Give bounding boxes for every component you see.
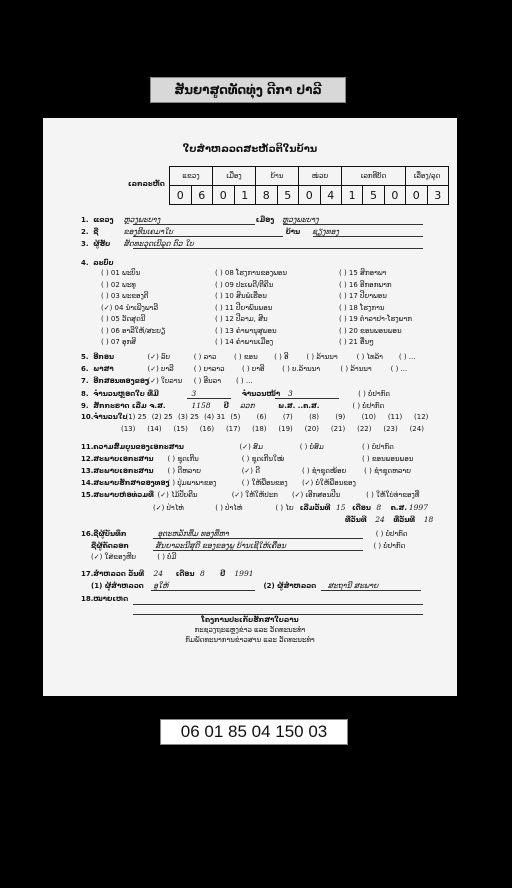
leaf-count: (3) 25 bbox=[177, 413, 199, 421]
district-value: ຫຼວງພະບາງ bbox=[281, 215, 319, 224]
field-5-row bbox=[81, 352, 415, 363]
field-label: ປີ bbox=[220, 570, 226, 578]
option: (✓) ປ່າໄຫ່ bbox=[153, 504, 184, 512]
field-number: 1. bbox=[81, 216, 89, 224]
option: ( ) ໄທລ້າ bbox=[356, 353, 383, 361]
field-label: ໝາຍເຫດ bbox=[93, 595, 129, 603]
field-label: ຊື່ຜູ້ບັນທຶກ bbox=[93, 530, 127, 538]
code-header-cell: ເລກທີບັດ bbox=[342, 167, 406, 186]
form-title: ໃບສຳຫລວດສະຫັວຕິໃນບ້ານ bbox=[182, 144, 318, 155]
year-value: 1991 bbox=[234, 569, 254, 578]
option: (✓) ດີ bbox=[241, 467, 260, 475]
leaf-count: (12) bbox=[414, 413, 429, 421]
option: ( ) ຂອນພອນພອນ bbox=[361, 455, 414, 463]
category-option: ( ) 18 ໂຮງການ bbox=[339, 303, 385, 312]
field-14-row bbox=[81, 478, 356, 489]
holder-value: ສັດທະວຸດເບີລູດ ຕົວ ໃບ bbox=[123, 239, 194, 248]
leaf-count: (24) bbox=[409, 425, 424, 433]
page-count-value: 3 bbox=[287, 389, 293, 398]
leaf-count: (14) bbox=[147, 425, 162, 433]
organization-line: ກົມພັດທະນາການຂ່າວສານ ແລະ ວັດທະນະທຳ bbox=[185, 636, 315, 644]
option: ( ) ລາວ bbox=[193, 353, 217, 361]
option: ( ) ບໍ່ປາກົດ bbox=[375, 530, 408, 538]
code-header-cell: ເມືອງ bbox=[213, 167, 256, 186]
film-code-label: 06 01 85 04 150 03 bbox=[160, 719, 348, 745]
option: (✓) ບໍ່ໃຫ້ພີ່ອນຂອງ bbox=[301, 479, 356, 487]
option: (✓) ສົມ bbox=[239, 443, 263, 451]
option: ( ) ... bbox=[398, 353, 416, 361]
field-12-row bbox=[81, 454, 413, 465]
field-label: ສຳຫລວດ ວັນທີ bbox=[93, 570, 145, 578]
field-8-row bbox=[81, 388, 390, 399]
field-label: ສະພາບຮັກສາຂອງທອງ bbox=[93, 479, 170, 487]
option: ( ) ... bbox=[235, 377, 253, 385]
field-17-row bbox=[81, 568, 254, 579]
field-label: ທີ່ວັນທີ bbox=[345, 516, 367, 524]
option: ( ) ຊຳຊຸດຫລາຍ bbox=[364, 467, 411, 475]
field-11-row bbox=[81, 442, 394, 453]
leaf-count: (17) bbox=[225, 425, 241, 433]
field-18-row bbox=[81, 594, 128, 605]
date-value: 18 bbox=[423, 515, 434, 524]
field-13-row bbox=[81, 466, 411, 477]
option: ( ) ຊຸດເກີນໃໝ່ bbox=[241, 455, 285, 463]
leaf-count: (20) bbox=[304, 425, 320, 433]
option: ( ) ໄຍ bbox=[275, 504, 294, 512]
field-9-row bbox=[81, 400, 384, 411]
field-label: (2) ຜູ້ສຳຫລວດ bbox=[263, 582, 317, 590]
field-label: (1) ຜູ້ສຳຫລວດ bbox=[91, 582, 144, 590]
option: ( ) ລ້ານນາ bbox=[306, 353, 338, 361]
field-number: 6. bbox=[81, 365, 89, 373]
option: (✓) ໄມ້ປັບຄີນ bbox=[157, 491, 198, 499]
field-7-row bbox=[81, 376, 253, 387]
field-number: 4. bbox=[81, 259, 89, 267]
field-label: ພ.ສ. ..ຄ.ສ. bbox=[278, 402, 320, 410]
field-label: ແຂວງ bbox=[93, 216, 114, 224]
category-option: ( ) 06 ອາລີໃຫ້/ສະຍຽ bbox=[101, 326, 166, 335]
category-option: ( ) 10 ສິນພໍເຮືອນ bbox=[215, 292, 267, 300]
field-number: 18. bbox=[81, 595, 94, 603]
code-digit: 5 bbox=[277, 186, 299, 205]
code-digit: 6 bbox=[191, 186, 213, 205]
field-15-row-b bbox=[153, 502, 428, 513]
bundle-count-value: 3 bbox=[191, 389, 197, 398]
organization-block bbox=[43, 615, 457, 645]
option: ( ) ຊຸດເກີນ bbox=[167, 455, 199, 463]
surveyor-1-value: ອູໃຫ້ bbox=[153, 581, 169, 590]
code-digit-row bbox=[170, 186, 449, 205]
field-label: ລະບົບ bbox=[93, 259, 114, 267]
category-option: ( ) 09 ປະເພດີ/ຕີຄີນ bbox=[215, 280, 274, 289]
option: (✓) ບາລີ bbox=[147, 365, 174, 373]
option: ( ) ບໍ່ມີ bbox=[157, 553, 177, 561]
field-label: ຊື່ຜູ້ຄັດລອກ bbox=[91, 542, 129, 550]
date-value: 24 bbox=[375, 515, 385, 524]
category-option: ( ) 17 ປີຍາພອນ bbox=[339, 292, 387, 300]
leaf-count: (6) bbox=[256, 413, 267, 421]
field-label: ຊື່ bbox=[93, 228, 99, 236]
leaf-count: (19) bbox=[278, 425, 293, 433]
field-15-row bbox=[81, 490, 419, 501]
code-header-cell: ແຂວງ bbox=[170, 167, 213, 186]
category-option: ( ) 12 ປີລາມ, ສີນ bbox=[215, 315, 268, 323]
option: ( ) ບໍ່ປາກົດ bbox=[358, 390, 390, 398]
field-number: 15. bbox=[81, 491, 94, 499]
year-value: 1997 bbox=[408, 503, 428, 512]
field-6-row bbox=[81, 364, 407, 375]
field-number: 8. bbox=[81, 390, 89, 398]
field-number: 9. bbox=[81, 402, 89, 410]
province-value: ຫຼວງພະບາງ bbox=[123, 215, 161, 224]
field-label: ບ້ານ bbox=[285, 228, 301, 236]
category-option: ( ) 20 ຂອນພອນພອນ bbox=[339, 326, 402, 335]
option: ( ) ບໍ່ປາກົດ bbox=[352, 402, 385, 410]
field-label: ຈຳນວນໜ້າ bbox=[241, 390, 281, 398]
code-digit: 8 bbox=[256, 186, 278, 205]
field-label: ຜູ້ຮັບ bbox=[93, 240, 111, 248]
field-label: ຄວາມສົມບູນຂອງເອກະສານ bbox=[93, 443, 184, 451]
category-option: ( ) 05 ວັດສຸດນີ bbox=[101, 315, 146, 323]
recorder-value: ອຸຕະຫລັກທີ່ມ ທອງທີ່ຫາ bbox=[157, 529, 229, 538]
copyist-value: ສັນຍາລະນີສຸດີ ຂອງຂອງພູ ບ້ານເຊີໃຫ້ເຄື່ອນ bbox=[155, 541, 286, 550]
year-name-value: ລວກ bbox=[239, 401, 255, 410]
code-digit: 0 bbox=[213, 186, 235, 205]
option: (✓) ໃຫ້ໃຫ້ປະກ bbox=[231, 491, 278, 499]
code-digit: 0 bbox=[406, 186, 428, 205]
option: ( ) ບາອີ bbox=[241, 365, 265, 373]
code-label: ເລກລະຫັດ bbox=[128, 180, 165, 188]
film-header-label: ສັນຍາສູດທັດທຸ່ງ ດີກາ ປາລີ bbox=[150, 77, 346, 103]
code-header-cell: ໜ່ວຍ bbox=[299, 167, 342, 186]
field-label: ເລີ່ມວັນທີ bbox=[299, 504, 331, 512]
option: ( ) ບໍ່ປາກົດ bbox=[373, 542, 406, 550]
field-16-row-c bbox=[91, 552, 176, 563]
survey-form-page bbox=[43, 118, 457, 696]
month-value: 8 bbox=[376, 503, 382, 512]
field-number: 13. bbox=[81, 467, 94, 475]
code-digit: 4 bbox=[320, 186, 342, 205]
field-label: ເດືອນ bbox=[352, 504, 371, 512]
section-4-column-2 bbox=[215, 268, 287, 349]
date-value: 24 bbox=[153, 569, 164, 578]
field-label: ສະພາບເອກະສານ bbox=[93, 455, 154, 463]
option: (✓) ເອີກສອນປີນ bbox=[291, 491, 341, 499]
code-header-row bbox=[170, 167, 449, 186]
category-option: ( ) 16 ອີກອກພາກ bbox=[339, 280, 392, 289]
category-option: ( ) 14 ຄຳພານເມືອງ bbox=[215, 338, 274, 346]
field-label: ສັກກະຣາດ ເລີ່ມ ຈ.ສ. bbox=[93, 402, 166, 410]
section-4-column-3 bbox=[339, 268, 412, 349]
option: (✓) ລົບ bbox=[147, 353, 170, 361]
option: ( ) ບໍ່ປາກົດ bbox=[361, 443, 394, 451]
date-value: 15 bbox=[335, 503, 346, 512]
field-number: 14. bbox=[81, 479, 94, 487]
field-number: 10. bbox=[81, 413, 94, 421]
code-digit: 3 bbox=[427, 186, 449, 205]
leaf-count: (13) bbox=[121, 425, 136, 433]
option: ( ) ປຸ່ມພາພາຂອງ bbox=[167, 479, 217, 487]
leaf-count: (16) bbox=[199, 425, 215, 433]
field-label: ອີກສອນທອງຂອງ bbox=[93, 377, 149, 385]
option: ( ) ລ້ານນາ bbox=[340, 365, 372, 373]
option: ( ) ບໍ່ສົມ bbox=[299, 443, 324, 451]
leaf-count: (11) bbox=[387, 413, 403, 421]
field-label: ສະພາບເອກະສານ bbox=[93, 467, 154, 475]
village-value: ຊຽງທອງ bbox=[311, 227, 339, 236]
option: ( ) ... bbox=[390, 365, 408, 373]
category-option: ( ) 13 ຄຳພານຸສຸພອນ bbox=[215, 326, 277, 335]
category-option: ( ) 08 ໂຮງການຂອງພອນ bbox=[215, 269, 287, 277]
category-option: ( ) 02 ພະທູ bbox=[101, 280, 136, 289]
leaf-count: (1) 25 bbox=[125, 413, 147, 421]
option: (✓) ໃສ່ຂອງຫີບ bbox=[91, 553, 137, 561]
leaf-count: (8) bbox=[309, 413, 320, 421]
option: ( ) ບ.ລ້ານນາ bbox=[282, 365, 320, 373]
leaf-count: (5) bbox=[230, 413, 241, 421]
field-label: ເດືອນ bbox=[175, 570, 195, 578]
category-option: ( ) 03 ພະຂອງຕີ bbox=[101, 292, 149, 300]
code-digit: 1 bbox=[342, 186, 363, 205]
field-10-row-b bbox=[121, 424, 424, 435]
option: ( ) ດີຫລາຍ bbox=[167, 467, 201, 475]
field-number: 11. bbox=[81, 443, 94, 451]
category-option: (✓) 04 ນຳເພີງພາລີ bbox=[101, 303, 159, 312]
leaf-count: (4) 31 bbox=[204, 413, 226, 421]
category-option: ( ) 15 ສິກອາພາ bbox=[339, 269, 387, 277]
field-label: ຈຳນວນໃບ bbox=[93, 413, 128, 421]
field-label: ຄ.ສ. bbox=[390, 504, 407, 512]
leaf-count: (15) bbox=[173, 425, 188, 433]
field-number: 3. bbox=[81, 240, 89, 248]
field-label: ຈຳນວນຫຼອດໃບ ທີ່ມີ bbox=[93, 390, 159, 398]
field-number: 12. bbox=[81, 455, 94, 463]
era-year-value: 1158 bbox=[191, 401, 211, 410]
field-number: 5. bbox=[81, 353, 89, 361]
field-number: 2. bbox=[81, 228, 89, 236]
field-label: ປີ bbox=[223, 402, 229, 410]
month-value: 8 bbox=[199, 569, 205, 578]
leaf-count: (2) 25 bbox=[151, 413, 173, 421]
option: ( ) ອີນລາ bbox=[193, 377, 221, 385]
category-option: ( ) 01 ພະບິນ bbox=[101, 269, 141, 277]
category-option: ( ) 19 ຕຳລາປາ-ໂຮງພາກ bbox=[339, 315, 412, 323]
organization-line: ກະຊວງຖະແຫຼງຂ່າວ ແລະ ວັດທະນະທຳ bbox=[194, 626, 306, 634]
field-number: 17. bbox=[81, 570, 94, 578]
organization-line: ໂຄງການປະເກັບຮັກສາໃບລານ bbox=[201, 616, 299, 624]
code-header-cell: ເລື່ອງ/ລຸດ bbox=[406, 167, 449, 186]
category-option: ( ) 11 ປີຍາພົນພອນ bbox=[215, 303, 273, 312]
field-number: 7. bbox=[81, 377, 89, 385]
field-label: ພາສາ bbox=[93, 365, 114, 373]
field-label: ອີກອນ bbox=[93, 353, 115, 361]
leaf-count: (7) bbox=[282, 413, 293, 421]
option: ( ) ປ່າໄຫ່ bbox=[215, 504, 243, 512]
surveyor-2-value: ສະຖານີ ສະພາຍ bbox=[327, 581, 379, 590]
name-value: ຂອງທີນເຄມາໃບ bbox=[123, 227, 173, 236]
option: ( ) ໃຫ້ພີ່ອນຂອງ bbox=[241, 479, 288, 487]
field-label: ສະພາບຫ່ອທ່ວມທີ່ bbox=[93, 491, 154, 499]
option: ( ) ຂອນ bbox=[233, 353, 258, 361]
field-label: ເມືອງ bbox=[255, 216, 275, 224]
leaf-count: (10) bbox=[361, 413, 376, 421]
code-digit: 1 bbox=[234, 186, 256, 205]
option: (✓) ໃບລານ bbox=[147, 377, 183, 385]
option: ( ) ບາລາວ bbox=[193, 365, 225, 373]
category-option: ( ) 21 ອື່ນໆ bbox=[339, 338, 374, 346]
code-header-cell: ບ້ານ bbox=[256, 167, 299, 186]
code-digit: 0 bbox=[170, 186, 192, 205]
field-number: 16. bbox=[81, 530, 94, 538]
leaf-count: (21) bbox=[330, 425, 346, 433]
section-4-column-1 bbox=[101, 268, 166, 349]
leaf-count: (22) bbox=[357, 425, 372, 433]
option: ( ) ອີ bbox=[274, 353, 289, 361]
leaf-count: (9) bbox=[335, 413, 346, 421]
code-digit: 5 bbox=[363, 186, 384, 205]
code-digit: 0 bbox=[384, 186, 405, 205]
code-table bbox=[169, 166, 449, 205]
field-10-row bbox=[81, 412, 428, 423]
code-digit: 0 bbox=[299, 186, 321, 205]
leaf-count: (23) bbox=[383, 425, 398, 433]
option: ( ) ໃຫ້ໃບ່ທ່າຂອງທີ່ bbox=[366, 491, 420, 499]
leaf-count: (18) bbox=[252, 425, 267, 433]
category-option: ( ) 07 ອຸກສິ bbox=[101, 338, 137, 346]
option: ( ) ຊຳຊຸດໜ້ອຍ bbox=[301, 467, 347, 475]
field-label: ທີ່ວັນທີ bbox=[393, 516, 416, 524]
field-15-row-c bbox=[345, 514, 433, 525]
